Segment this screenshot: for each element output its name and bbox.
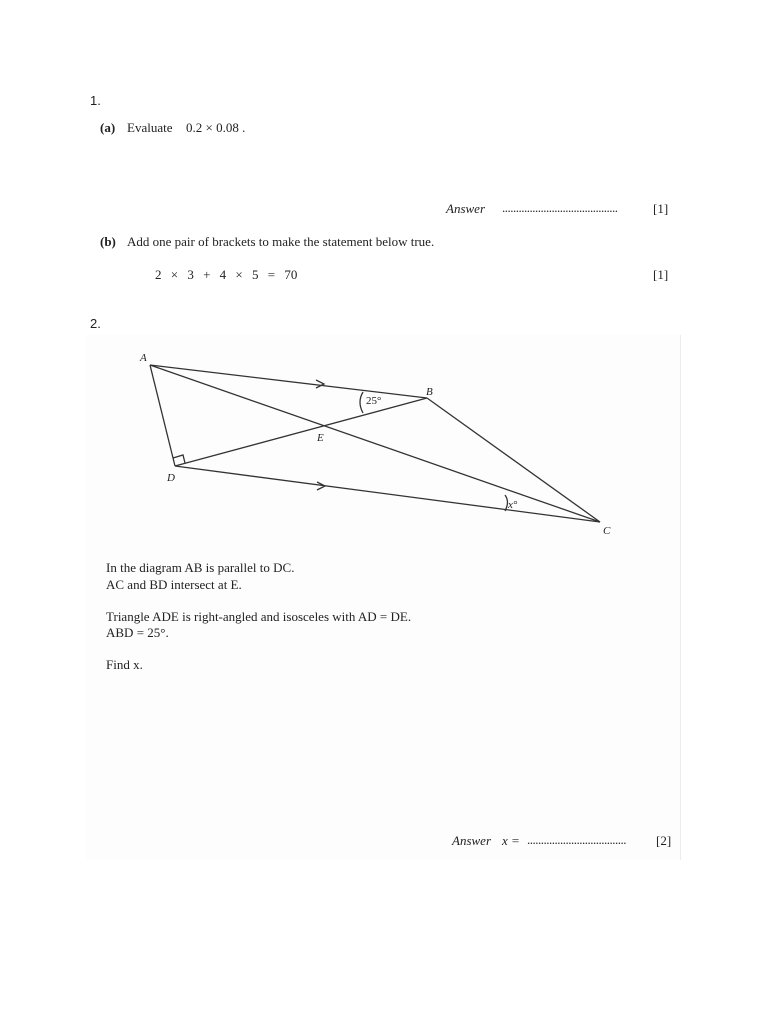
statement-1b: 2 × 3 + 4 × 5 = 70 xyxy=(155,267,298,282)
marks-2: [2] xyxy=(656,833,672,848)
answer-label-2: Answer xyxy=(452,833,491,848)
statement-line-2: AC and BD intersect at E. xyxy=(106,577,242,592)
parallel-arrow-dc xyxy=(317,482,325,490)
right-angle-marker xyxy=(173,455,185,463)
answer-variable-2: x = xyxy=(502,833,520,848)
statement-line-3: Triangle ADE is right-angled and isosceles with AD = DE. xyxy=(106,609,412,624)
point-label-c: C xyxy=(603,525,611,537)
statement-line-4: ABD = 25°. xyxy=(106,625,169,640)
part-a-expression: 0.2 × 0.08 . xyxy=(186,120,246,135)
part-a-label: (a) xyxy=(100,120,116,135)
statement-line-1: In the diagram AB is parallel to DC. xyxy=(106,560,295,575)
marks-1a: [1] xyxy=(653,201,669,216)
angle-arc-b xyxy=(360,392,363,413)
marks-1b: [1] xyxy=(653,267,669,282)
answer-line-2[interactable]: .................................... xyxy=(527,832,626,847)
angle-label-x: x° xyxy=(508,499,518,511)
question-2-number: 2. xyxy=(90,316,101,331)
angle-label-25: 25° xyxy=(366,395,382,407)
answer-line-1a[interactable]: .......................................... xyxy=(502,200,618,215)
part-b-label: (b) xyxy=(100,234,116,249)
parallel-arrow-ab xyxy=(316,380,324,388)
segment-ac xyxy=(150,365,600,522)
segment-dc xyxy=(175,466,600,522)
point-label-a: A xyxy=(140,352,147,364)
point-label-d: D xyxy=(167,472,175,484)
part-a-text: Evaluate xyxy=(127,120,173,135)
segment-db xyxy=(175,398,427,466)
segment-ad xyxy=(150,365,175,466)
point-label-b: B xyxy=(426,386,433,398)
answer-label-1a: Answer xyxy=(446,201,485,216)
segment-ab xyxy=(150,365,427,398)
question-1-number: 1. xyxy=(90,93,101,108)
part-b-text: Add one pair of brackets to make the statement below true. xyxy=(127,234,435,249)
point-label-e: E xyxy=(317,432,324,444)
statement-line-5: Find x. xyxy=(106,657,143,672)
